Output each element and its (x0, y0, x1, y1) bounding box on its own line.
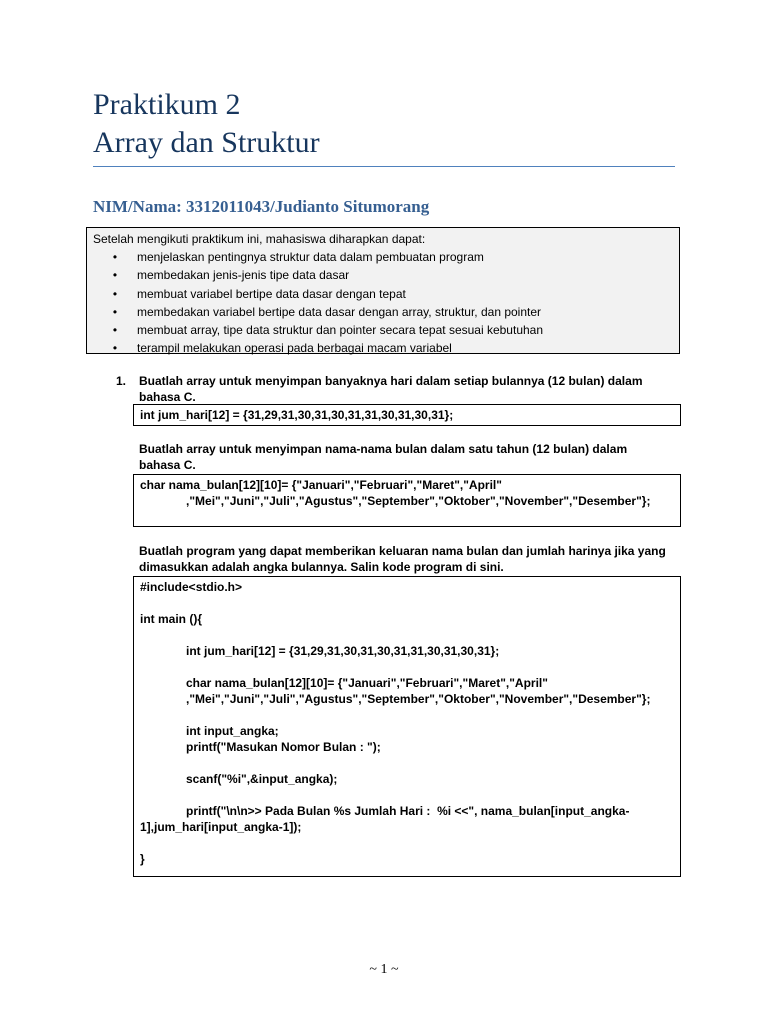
objective-text: membedakan jenis-jenis tipe data dasar (137, 268, 350, 283)
objectives-box (86, 227, 680, 354)
objective-text: membuat array, tipe data struktur dan pointer secara tepat sesuai kebutuhan (137, 323, 544, 338)
code-line: 1],jum_hari[input_angka-1]); (140, 820, 302, 834)
code-line: char nama_bulan[12][10]= {"Januari","Februari","Maret","April" (186, 676, 548, 690)
code-line: printf("Masukan Nomor Bulan : "); (186, 740, 381, 754)
bullet-icon: • (112, 268, 118, 283)
code-line: ,"Mei","Juni","Juli","Agustus","September","Oktober","November","Desember"}; (186, 692, 651, 706)
bullet-icon: • (112, 250, 118, 265)
blank-code-line (140, 787, 674, 803)
title-divider (93, 166, 675, 167)
bullet-icon: • (112, 323, 118, 338)
objective-text: terampil melakukan operasi pada berbagai macam variabel (137, 341, 452, 356)
code-line: int jum_hari[12] = {31,29,31,30,31,30,31,31,30,31,30,31}; (140, 408, 454, 422)
question-3-prompt: Buatlah program yang dapat memberikan keluaran nama bulan dan jumlah harinya jika yang dimasukkan adalah angka bulannya. Salin kode program di sini. (139, 544, 666, 574)
code-line: int input_angka; (186, 724, 279, 738)
objective-item (93, 303, 673, 321)
objective-text: membedakan variabel bertipe data dasar dengan array, struktur, dan pointer (137, 304, 542, 319)
page-title (93, 86, 693, 162)
objective-text: menjelaskan pentingnya struktur data dalam pembuatan program (137, 250, 484, 265)
bullet-icon: • (112, 286, 118, 301)
blank-code-line (140, 595, 674, 611)
blank-code-line (140, 627, 674, 643)
question-2-prompt: Buatlah array untuk menyimpan nama-nama bulan dalam satu tahun (12 bulan) dalam bahasa C. (139, 442, 628, 472)
objective-item (93, 321, 673, 339)
code-line: #include<stdio.h> (140, 580, 243, 594)
bullet-icon: • (112, 341, 118, 356)
blank-code-line (140, 707, 674, 723)
code-line: int main (){ (140, 612, 202, 626)
code-line: char nama_bulan[12][10]= {"Januari","Februari","Maret","April" (140, 478, 502, 492)
question-1-prompt: Buatlah array untuk menyimpan banyaknya hari dalam setiap bulannya (12 bulan) dalam bahasa C. (139, 374, 643, 404)
program-code-box (133, 576, 681, 877)
objectives-list (93, 248, 673, 357)
code-line: } (140, 852, 145, 866)
bullet-icon: • (112, 304, 118, 319)
array-days-answer-box (133, 404, 681, 426)
objective-text: membuat variabel bertipe data dasar dengan tepat (137, 286, 406, 301)
title-line-1: Praktikum 2 (93, 88, 241, 121)
code-line: int jum_hari[12] = {31,29,31,30,31,30,31,31,30,31,30,31}; (186, 644, 500, 658)
student-heading: NIM/Nama: 3312011043/Judianto Situmorang (93, 197, 430, 216)
objective-item (93, 285, 673, 303)
blank-code-line (140, 755, 674, 771)
blank-code-line (140, 659, 674, 675)
code-line: printf("\n\n>> Pada Bulan %s Jumlah Hari : %i <<", nama_bulan[input_angka- (186, 804, 630, 818)
month-names-answer-box (133, 474, 681, 527)
blank-code-line (140, 835, 674, 851)
title-line-2: Array dan Struktur (93, 126, 320, 159)
objective-item (93, 248, 673, 266)
objective-item (93, 339, 673, 357)
question-number: 1. (116, 374, 127, 388)
code-line: ,"Mei","Juni","Juli","Agustus","September","Oktober","November","Desember"}; (186, 494, 651, 508)
code-line: scanf("%i",&input_angka); (186, 772, 338, 786)
objective-item (93, 266, 673, 284)
objectives-intro: Setelah mengikuti praktikum ini, mahasiswa diharapkan dapat: (93, 232, 426, 246)
page-number: ~ 1 ~ (369, 962, 399, 977)
